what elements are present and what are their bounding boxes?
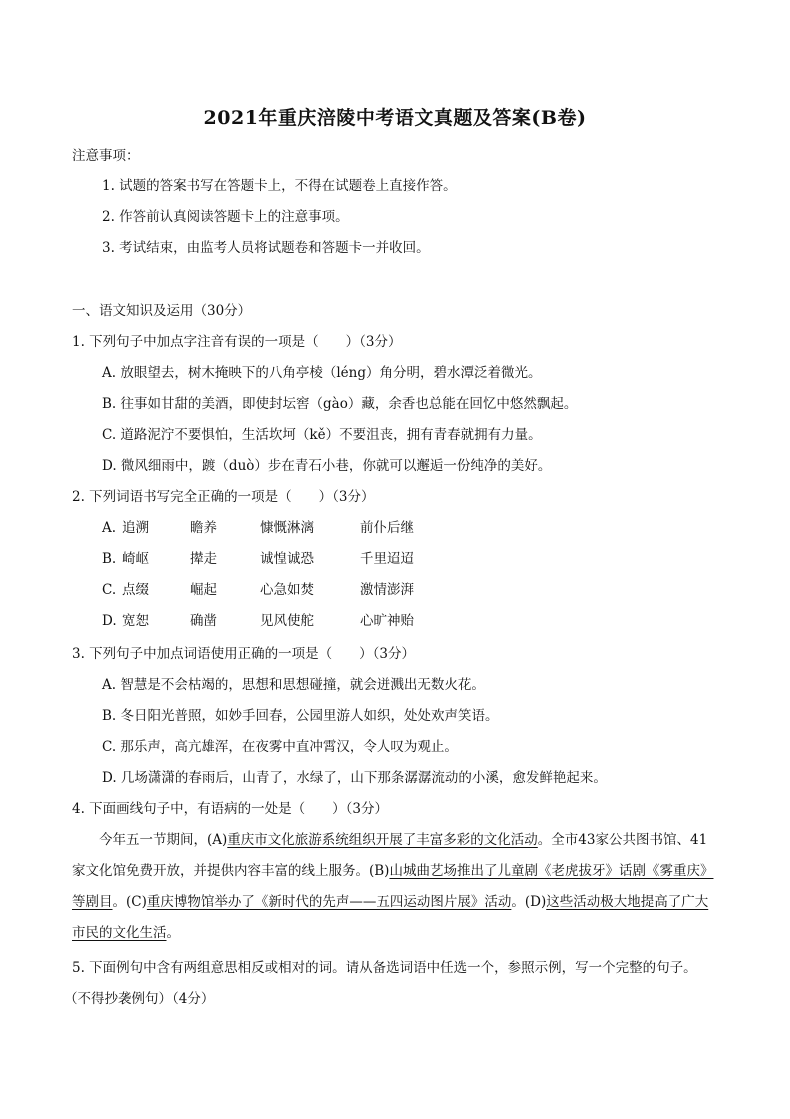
word: 追溯	[122, 520, 149, 536]
word: 激情澎湃	[360, 582, 414, 598]
option-b: B. 往事如甘甜的美酒，即使封坛窖（gào）藏，余香也总能在回忆中悠然飘起。	[102, 396, 578, 412]
notice-item: 2. 作答前认真阅读答题卡上的注意事项。	[102, 209, 349, 225]
page-title: 2021年重庆涪陵中考语文真题及答案(B卷)	[203, 107, 587, 129]
underlined-sentence-b: 山城曲艺场推出了儿童剧《老虎拔牙》话剧《雾重庆》等剧目	[72, 863, 714, 910]
word: 崎岖	[122, 551, 149, 567]
underlined-sentence-d: 这些活动极大地提高了广大市民的文化生活	[72, 894, 709, 941]
option-c: C. 那乐声，高亢雄浑，在夜雾中直冲霄汉，令人叹为观止。	[102, 739, 458, 755]
option-b: B. 冬日阳光普照，如妙手回春，公园里游人如织，处处欢声笑语。	[102, 708, 499, 724]
word: 瞻养	[190, 520, 217, 536]
word: 见风使舵	[260, 613, 314, 629]
passage-text: 。(C)	[112, 894, 147, 910]
option-letter: C.	[102, 582, 117, 598]
section-heading: 一、语文知识及运用（30分）	[72, 303, 252, 319]
option-a: A. 智慧是不会枯竭的，思想和思想碰撞，就会迸溅出无数火花。	[102, 677, 485, 693]
word: 点缀	[122, 582, 149, 598]
word: 心急如焚	[260, 582, 314, 598]
question-stem: 2. 下列词语书写完全正确的一项是（ ）（3分）	[72, 489, 375, 505]
option-a: A. 放眼望去，树木掩映下的八角亭棱（léng）角分明，碧水潭泛着微光。	[102, 365, 542, 381]
question-stem-cont: （不得抄袭例句）（4分）	[64, 991, 215, 1007]
word: 心旷神贻	[360, 613, 414, 629]
word: 千里迢迢	[360, 551, 414, 567]
question-stem: 1. 下列句子中加点字注音有误的一项是（ ）（3分）	[72, 334, 402, 350]
question-stem: 4. 下面画线句子中，有语病的一处是（ ）（3分）	[72, 801, 389, 817]
word: 诚惶诚恐	[260, 551, 314, 567]
notice-item: 3. 考试结束，由监考人员将试题卷和答题卡一并收回。	[102, 240, 430, 256]
word: 慷慨淋漓	[260, 520, 314, 536]
question-stem: 5. 下面例句中含有两组意思相反或相对的词。请从备选词语中任选一个，参照示例，写一个完整的句子。	[72, 960, 697, 976]
option-letter: A.	[102, 520, 117, 536]
question-stem: 3. 下列句子中加点词语使用正确的一项是（ ）（3分）	[72, 646, 416, 662]
word: 宽恕	[122, 613, 149, 629]
notice-item: 1. 试题的答案书写在答题卡上，不得在试题卷上直接作答。	[102, 178, 457, 194]
option-d: D. 微风细雨中，踱（duò）步在青石小巷，你就可以邂逅一份纯净的美好。	[102, 458, 552, 474]
option-letter: B.	[102, 551, 117, 567]
word: 撵走	[190, 551, 217, 567]
option-letter: D.	[102, 613, 117, 629]
passage-text: 。(D)	[511, 894, 547, 910]
passage-text: 今年五一节期间，(A)	[99, 832, 228, 848]
passage-text: 。	[166, 925, 180, 941]
notice-heading: 注意事项：	[72, 148, 140, 164]
word: 前仆后继	[360, 520, 414, 536]
underlined-sentence-c: 重庆博物馆举办了《新时代的先声——五四运动图片展》活动	[146, 894, 512, 910]
option-c: C. 道路泥泞不要惧怕，生活坎坷（kě）不要沮丧，拥有青春就拥有力量。	[102, 427, 542, 443]
underlined-sentence-a: 重庆市文化旅游系统组织开展了丰富多彩的文化活动	[227, 832, 538, 848]
q4-passage	[72, 825, 720, 949]
word: 确凿	[190, 613, 217, 629]
passage-text: 。全市43家公共图书馆、41家文化馆免费开放，并提供内容丰富的线上服务。(B)	[72, 832, 708, 879]
word: 崛起	[190, 582, 217, 598]
option-d: D. 几场潇潇的春雨后，山青了，水绿了，山下那条潺潺流动的小溪，愈发鲜艳起来。	[102, 770, 607, 786]
